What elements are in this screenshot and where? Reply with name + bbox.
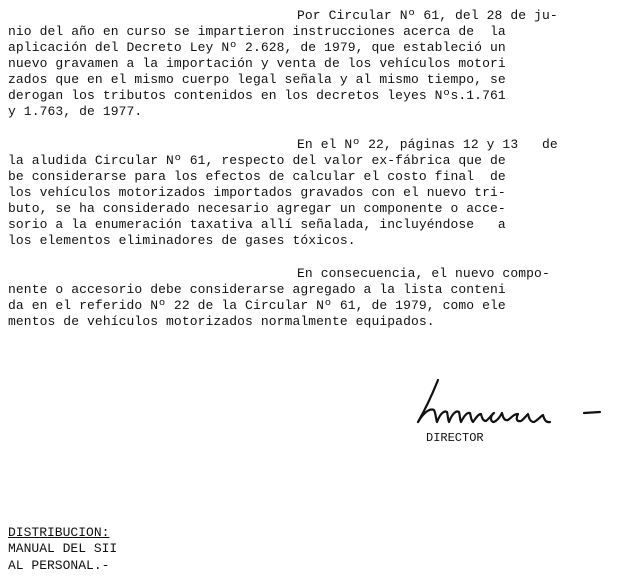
paragraph-1-line-6: derogan los tributos contenidos en los decretos leyes Nºs.1.761 bbox=[8, 88, 506, 103]
paragraph-2-line-7: los elementos eliminadores de gases tóxicos. bbox=[8, 233, 356, 248]
paragraph-1-line-7: y 1.763, de 1977. bbox=[8, 104, 143, 119]
distribution-line-2: AL PERSONAL.- bbox=[8, 558, 110, 573]
distribution-line-1: MANUAL DEL SII bbox=[8, 541, 118, 556]
paragraph-3-line-1: En consecuencia, el nuevo compo- bbox=[297, 266, 550, 281]
paragraph-1-line-3: aplicación del Decreto Ley Nº 2.628, de 1979, que estableció un bbox=[8, 40, 506, 55]
paragraph-3-line-4: mentos de vehículos motorizados normalmente equipados. bbox=[8, 314, 435, 329]
signature-dash bbox=[584, 412, 600, 413]
signature-title: DIRECTOR bbox=[426, 431, 484, 445]
paragraph-1-line-4: nuevo gravamen a la importación y venta de los vehículos motori bbox=[8, 56, 506, 71]
paragraph-2-line-4: los vehículos motorizados importados gravados con el nuevo tri- bbox=[8, 185, 506, 200]
paragraph-3-line-3: da en el referido Nº 22 de la Circular Nº 61, de 1979, como ele bbox=[8, 298, 506, 313]
paragraph-2-line-5: buto, se ha considerado necesario agregar un componente o acce- bbox=[8, 201, 506, 216]
paragraph-1-line-1: Por Circular Nº 61, del 28 de ju- bbox=[297, 8, 558, 23]
signature-stroke bbox=[418, 380, 550, 422]
paragraph-1-line-5: zados que en el mismo cuerpo legal señala y al mismo tiempo, se bbox=[8, 72, 506, 87]
paragraph-3-line-2: nente o accesorio debe considerarse agregado a la lista conteni bbox=[8, 282, 506, 297]
paragraph-2-line-1: En el Nº 22, páginas 12 y 13 de bbox=[297, 137, 558, 152]
paragraph-2-line-2: la aludida Circular Nº 61, respecto del valor ex-fábrica que de bbox=[8, 153, 506, 168]
director-signature bbox=[404, 378, 604, 430]
distribution-heading: DISTRIBUCION: bbox=[8, 525, 110, 540]
paragraph-2-line-3: be considerarse para los efectos de calcular el costo final de bbox=[8, 169, 506, 184]
paragraph-2-line-6: sorio a la enumeración taxativa allí señalada, incluyéndose a bbox=[8, 217, 506, 232]
paragraph-1-line-2: nio del año en curso se impartieron instrucciones acerca de la bbox=[8, 24, 506, 39]
